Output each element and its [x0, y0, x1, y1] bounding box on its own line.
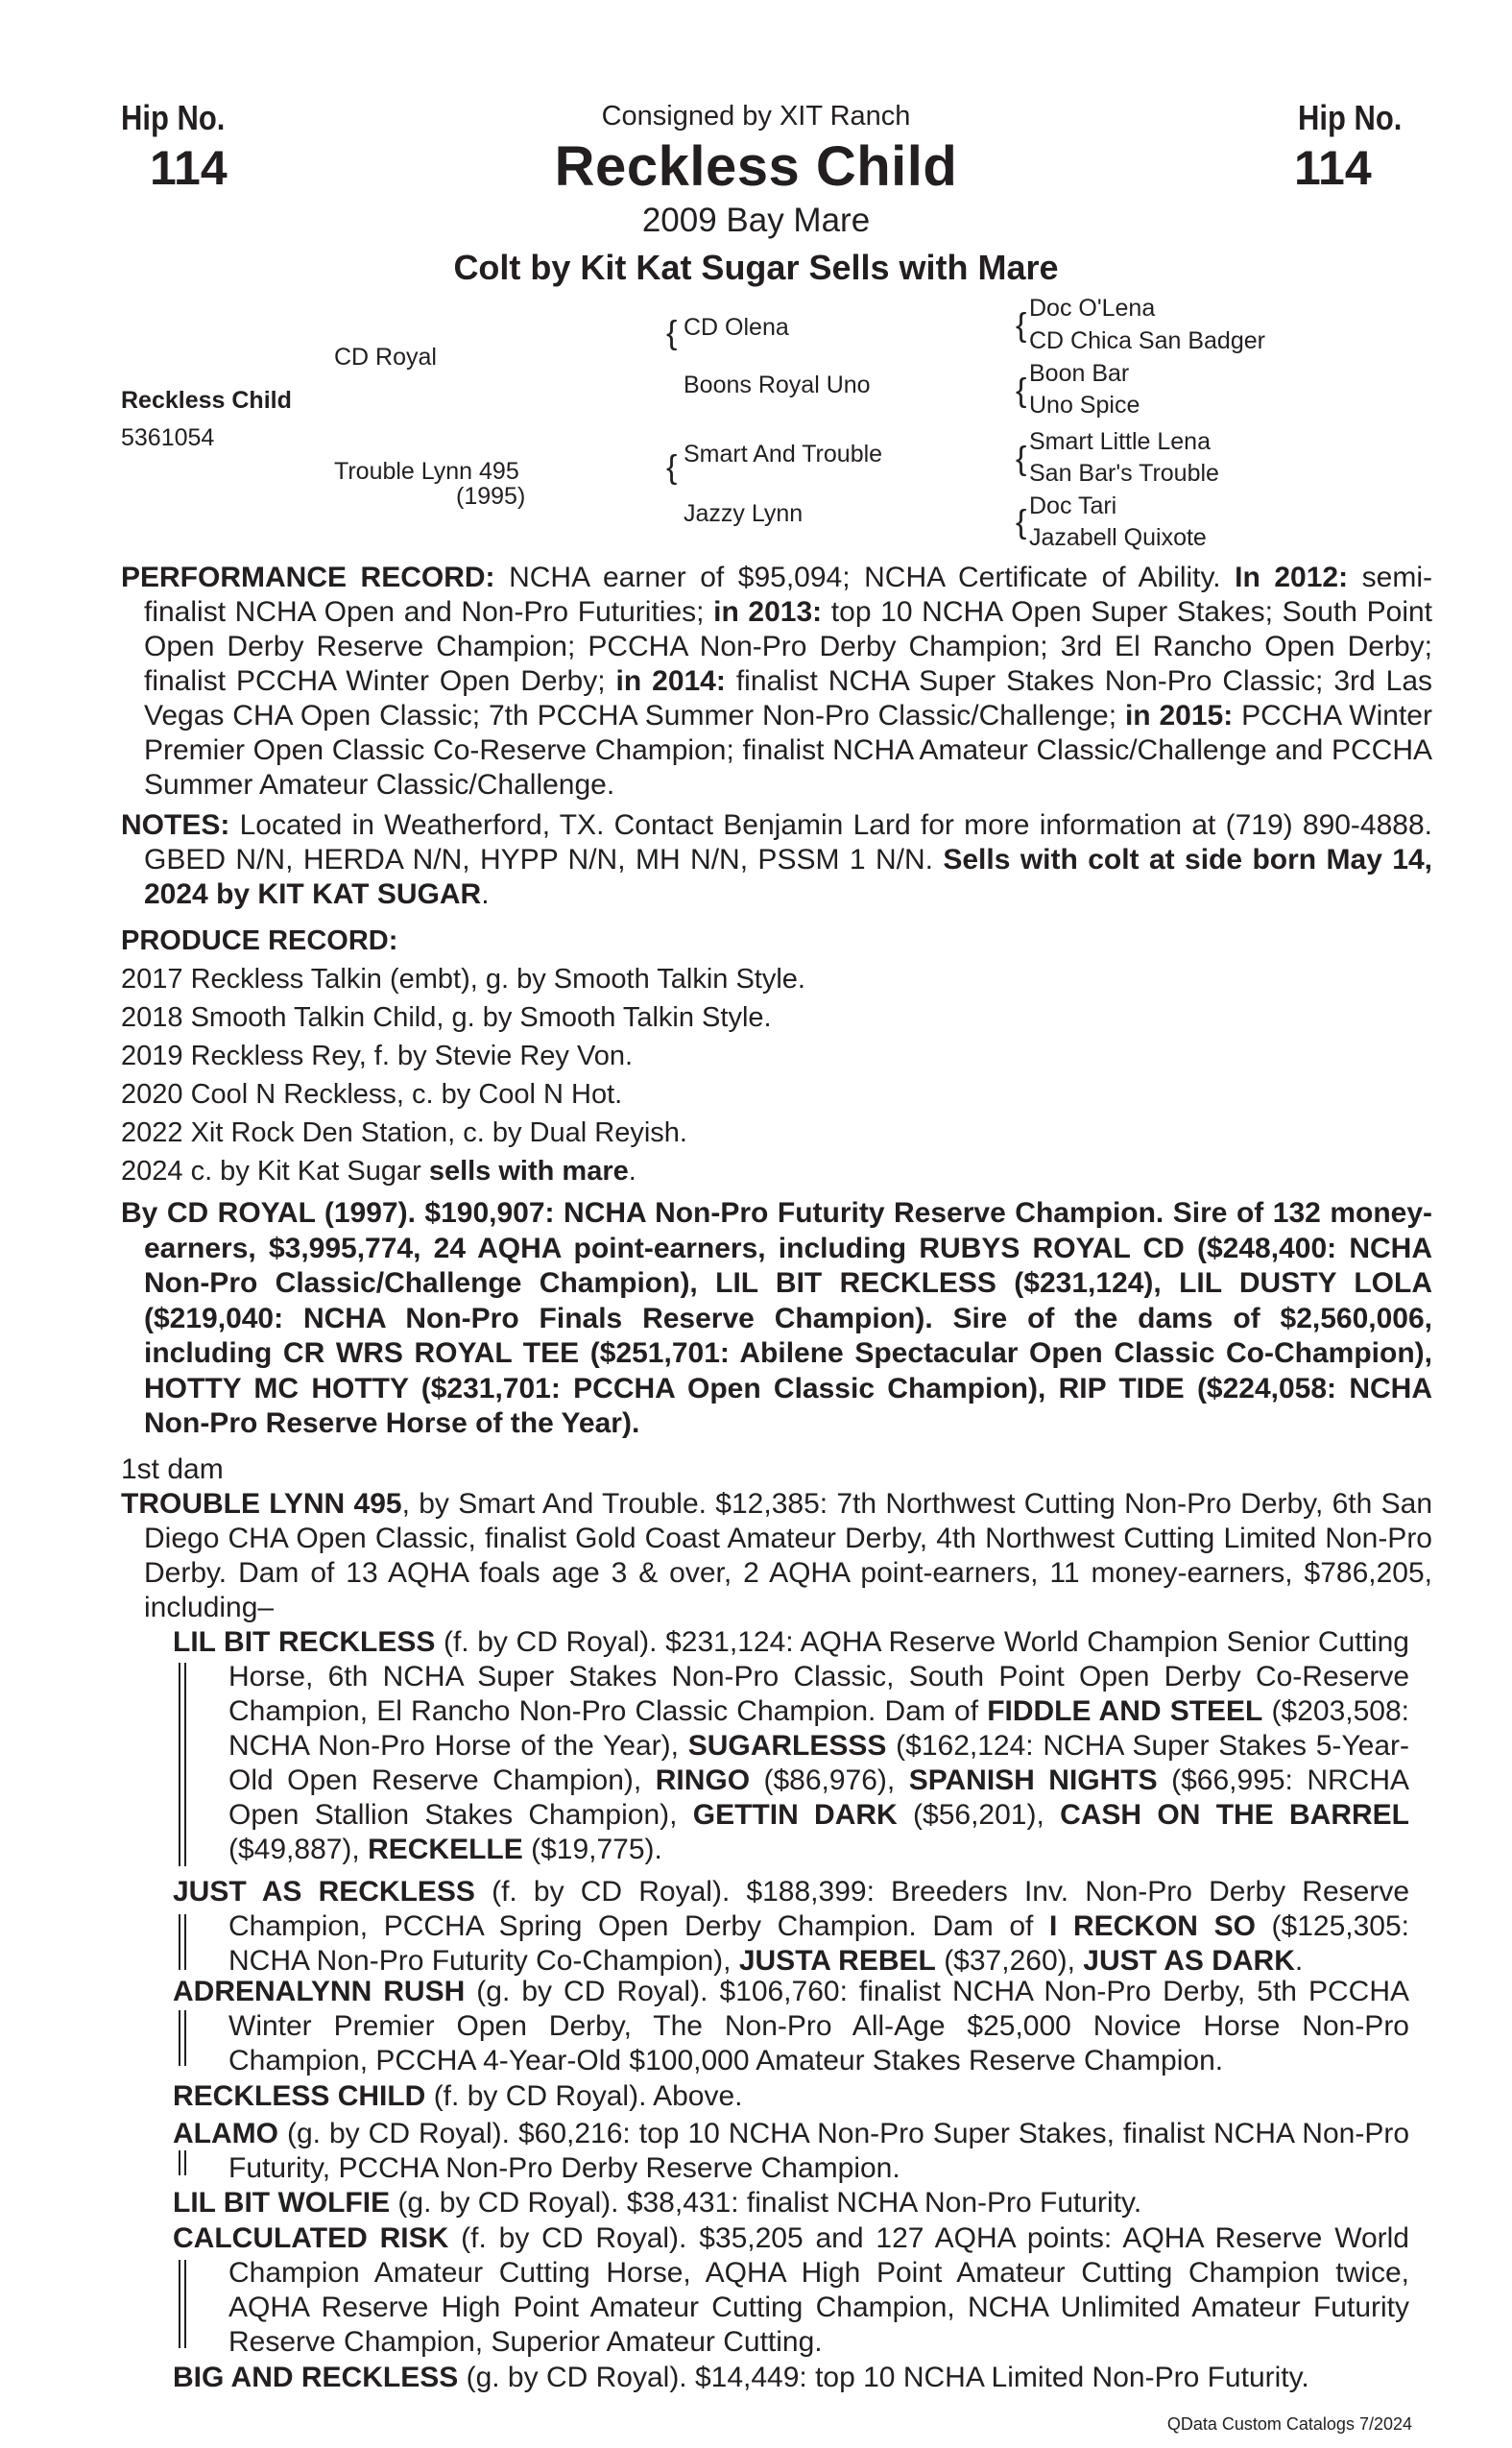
- pedigree-dam-dam: Jazzy Lynn: [684, 500, 804, 527]
- offspring-name: ADRENALYNN RUSH: [173, 1976, 466, 2007]
- performance-label: PERFORMANCE RECORD:: [121, 562, 495, 593]
- pedigree-reg-no: 5361054: [121, 424, 215, 451]
- produce-item: 2022 Xit Rock Den Station, c. by Dual Reyish.: [121, 1117, 687, 1148]
- notes: [121, 808, 1432, 912]
- produce-item: 2019 Reckless Rey, f. by Stevie Rey Von.: [121, 1041, 634, 1071]
- consignor: Consigned by XIT Ranch: [601, 101, 911, 132]
- footer-credit: QData Custom Catalogs 7/2024: [1166, 2414, 1412, 2434]
- first-dam-label: 1st dam: [121, 1453, 224, 1485]
- offspring-lil-bit-reckless: LIL BIT RECKLESS (f. by CD Royal). $231,124: AQHA Reserve World Champion Senior Cutting Horse, 6th NCHA Super Stakes Non-Pro Classic, South Point Open Derby Co-Reserve Champion, El Rancho Non-Pro Classic Champion. Dam of FIDDLE AND STEEL ($203,508: NCHA Non-Pro Horse of the Year), SUGARLESSS ($162,124: NCHA Super Stakes 5-Year-Old Open Reserve Champion), RINGO ($86,976), SPANISH NIGHTS ($66,995: NRCHA Open Stallion Stakes Champion), GETTIN DARK ($56,201), CASH ON THE BARREL ($49,887), RECKELLE ($19,775).: [173, 1626, 1409, 1865]
- produce-label: PRODUCE RECORD:: [121, 925, 398, 956]
- offspring-reckless-child: RECKLESS CHILD (f. by CD Royal). Above.: [173, 2080, 743, 2112]
- hip-number-right: 114: [1294, 141, 1372, 195]
- produce-item: 2018 Smooth Talkin Child, g. by Smooth Talkin Style.: [121, 1002, 772, 1033]
- brace-icon: {: [666, 315, 678, 351]
- offspring-adrenalynn-rush: ADRENALYNN RUSH (g. by CD Royal). $106,760: finalist NCHA Non-Pro Derby, 5th PCCHA Winter Premier Open Derby, The Non-Pro All-Age $25,000 Novice Horse Non-Pro Champion, PCCHA 4-Year-Old $100,000 Amateur Stakes Reserve Champion.: [173, 1976, 1409, 2076]
- offspring-big-and-reckless: BIG AND RECKLESS (g. by CD Royal). $14,449: top 10 NCHA Limited Non-Pro Futurity.: [173, 2362, 1309, 2393]
- sells-with: Colt by Kit Kat Sugar Sells with Mare: [453, 248, 1059, 287]
- pedigree-g3: Boon Bar: [1029, 360, 1130, 387]
- performance-record: [121, 561, 1432, 803]
- year-2014: in 2014:: [615, 665, 726, 697]
- pedigree-g8: Jazabell Quixote: [1029, 524, 1207, 551]
- notes-text: .: [481, 878, 490, 910]
- pedigree-dam-sire: Smart And Trouble: [684, 441, 883, 468]
- sire-paragraph: By CD ROYAL (1997). $190,907: NCHA Non-Pro Futurity Reserve Champion. Sire of 132 money-earners, $3,995,774, 24 AQHA point-earners, including RUBYS ROYAL CD ($248,400: NCHA Non-Pro Classic/Challenge Champion), LIL BIT RECKLESS ($231,124), LIL DUSTY LOLA ($219,040: NCHA Non-Pro Finals Reserve Champion). Sire of the dams of $2,560,006, including CR WRS ROYAL TEE ($251,701: Abilene Spectacular Open Classic Co-Champion), HOTTY MC HOTTY ($231,701: PCCHA Open Classic Champion), RIP TIDE ($224,058: NCHA Non-Pro Reserve Horse of the Year).: [121, 1197, 1432, 1439]
- offspring-name: RECKLESS CHILD: [173, 2080, 426, 2112]
- notes-sells-with: Sells with colt at side born May 14, 2024 by KIT KAT SUGAR: [144, 844, 1432, 910]
- pedigree-g1: Doc O'Lena: [1029, 295, 1156, 322]
- year-2012: In 2012:: [1235, 562, 1349, 593]
- performance-text: top 10 NCHA Open Super Stakes; South Point Open Derby Reserve Champion; PCCHA Non-Pro Derby Champion; 3rd El Rancho Open Derby; finalist PCCHA Winter Open Derby;: [144, 596, 1433, 697]
- pedigree-sire: CD Royal: [334, 344, 437, 371]
- brace-icon: {: [1016, 441, 1027, 477]
- offspring-calculated-risk: CALCULATED RISK (f. by CD Royal). $35,205 and 127 AQHA points: AQHA Reserve World Champion Amateur Cutting Horse, AQHA High Point Amateur Cutting Champion twice, AQHA Reserve High Point Amateur Cutting Champion, NCHA Unlimited Amateur Futurity Reserve Champion, Superior Amateur Cutting.: [173, 2222, 1409, 2358]
- produce-item: 2020 Cool N Reckless, c. by Cool N Hot.: [121, 1079, 623, 1110]
- first-dam-name: TROUBLE LYNN 495: [121, 1488, 402, 1520]
- pedigree-dam: Trouble Lynn 495: [334, 458, 519, 485]
- year-2015: in 2015:: [1124, 700, 1234, 732]
- pedigree-g2: CD Chica San Badger: [1029, 327, 1265, 354]
- performance-text: NCHA earner of $95,094; NCHA Certificate of Ability.: [494, 562, 1236, 593]
- pedigree-sire-sire: CD Olena: [684, 314, 789, 341]
- hip-label-right: Hip No.: [1298, 98, 1403, 137]
- produce-record: [121, 922, 805, 1190]
- year-2013: in 2013:: [713, 596, 823, 628]
- offspring-name: JUST AS RECKLESS: [173, 1876, 475, 1908]
- offspring-lil-bit-wolfie: LIL BIT WOLFIE (g. by CD Royal). $38,431: finalist NCHA Non-Pro Futurity.: [173, 2187, 1142, 2219]
- brace-icon: {: [1016, 372, 1027, 409]
- pedigree-g7: Doc Tari: [1029, 492, 1117, 519]
- pedigree-dam-year: (1995): [456, 483, 526, 510]
- pedigree-g6: San Bar's Trouble: [1029, 460, 1219, 487]
- horse-name: Reckless Child: [554, 135, 958, 198]
- offspring-alamo: ALAMO (g. by CD Royal). $60,216: top 10 NCHA Non-Pro Super Stakes, finalist NCHA Non-Pro Futurity, PCCHA Non-Pro Derby Reserve Champion.: [173, 2118, 1409, 2184]
- first-dam: [121, 1487, 1432, 1625]
- produce-item: 2024 c. by Kit Kat Sugar sells with mare.: [121, 1156, 636, 1187]
- hip-label-left: Hip No.: [121, 98, 226, 137]
- produce-item: 2017 Reckless Talkin (embt), g. by Smooth Talkin Style.: [121, 964, 805, 995]
- offspring-name: LIL BIT WOLFIE: [173, 2187, 391, 2219]
- pedigree-subject: Reckless Child: [121, 387, 292, 414]
- performance-text: PCCHA Winter Premier Open Classic Co-Reserve Champion; finalist NCHA Amateur Classic/Challenge and PCCHA Summer Amateur Classic/Challenge.: [144, 700, 1432, 801]
- offspring-name: LIL BIT RECKLESS: [173, 1626, 436, 1658]
- notes-text: Located in Weatherford, TX. Contact Benjamin Lard for more information at (719) 890-4888. GBED N/N, HERDA N/N, HYPP N/N, MH N/N, PSSM 1 N/N.: [144, 809, 1432, 876]
- brace-icon: {: [666, 449, 678, 486]
- pedigree-sire-dam: Boons Royal Uno: [684, 372, 871, 398]
- brace-icon: {: [1016, 307, 1027, 344]
- brace-icon: {: [1016, 504, 1027, 540]
- pedigree-g4: Uno Spice: [1029, 392, 1140, 419]
- offspring-name: ALAMO: [173, 2118, 278, 2149]
- notes-label: NOTES:: [121, 809, 230, 841]
- offspring-name: BIG AND RECKLESS: [173, 2362, 459, 2393]
- performance-text: semi-finalist NCHA Open and Non-Pro Futurities;: [144, 562, 1432, 628]
- first-dam-text: , by Smart And Trouble. $12,385: 7th Northwest Cutting Non-Pro Derby, 6th San Diego CHA Open Classic, finalist Gold Coast Amateur Derby, 4th Northwest Cutting Limited Non-Pro Derby. Dam of 13 AQHA foals age 3 & over, 2 AQHA point-earners, 11 money-earners, $786,205, including–: [144, 1488, 1433, 1623]
- performance-text: finalist NCHA Super Stakes Non-Pro Classic; 3rd Las Vegas CHA Open Classic; 7th PCCHA Summer Non-Pro Classic/Challenge;: [144, 665, 1432, 732]
- offspring-just-as-reckless: JUST AS RECKLESS (f. by CD Royal). $188,399: Breeders Inv. Non-Pro Derby Reserve Champion, PCCHA Spring Open Derby Champion. Dam of I RECKON SO ($125,305: NCHA Non-Pro Futurity Co-Champion), JUSTA REBEL ($37,260), JUST AS DARK.: [173, 1876, 1410, 1977]
- year-sex: 2009 Bay Mare: [641, 202, 871, 239]
- pedigree-g5: Smart Little Lena: [1029, 428, 1211, 455]
- offspring-name: CALCULATED RISK: [173, 2222, 449, 2254]
- hip-number-left: 114: [150, 141, 228, 195]
